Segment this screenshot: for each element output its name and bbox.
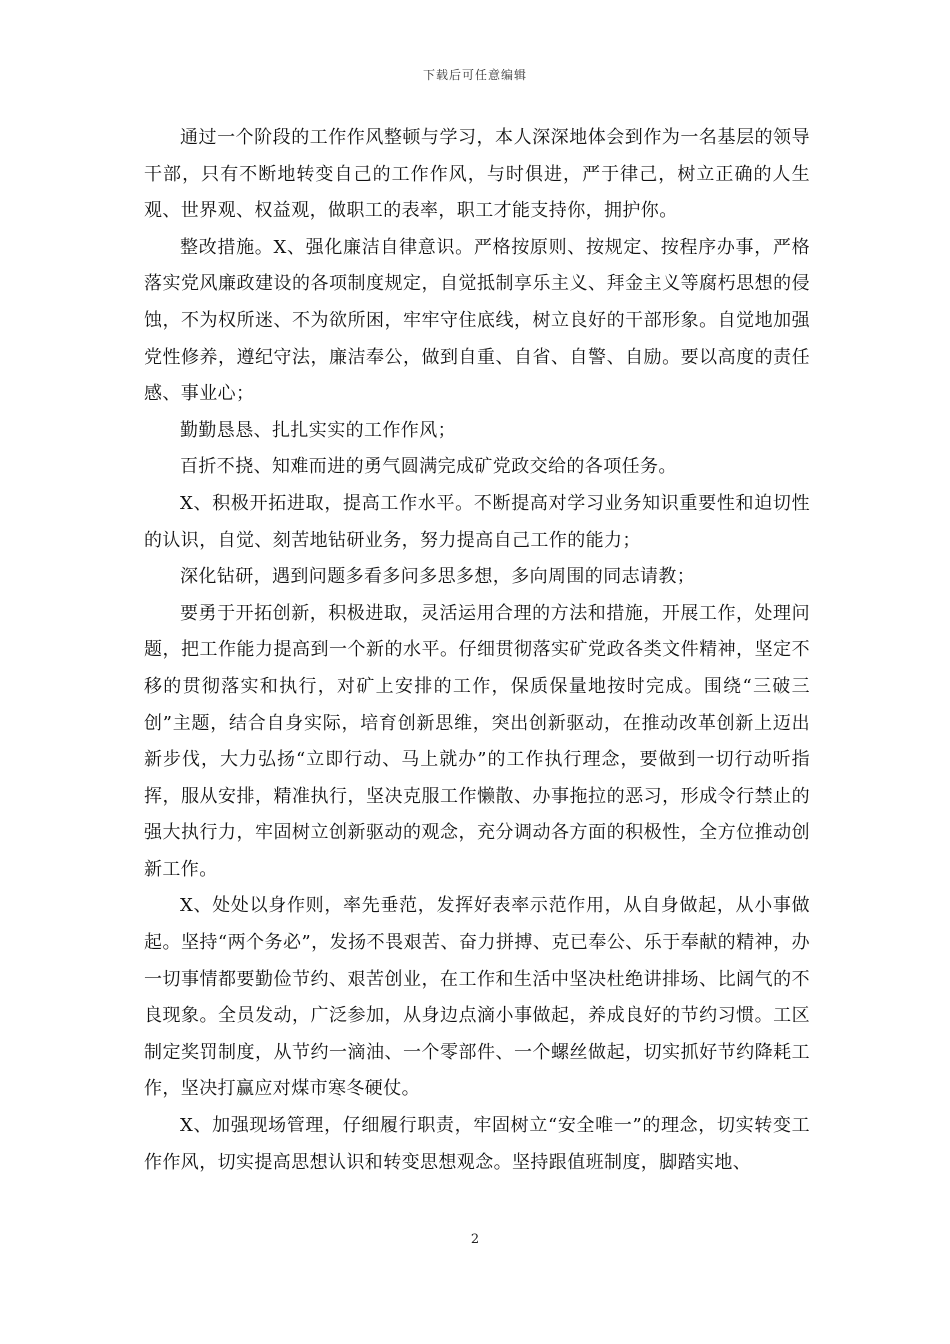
page-header: 下载后可任意编辑 — [422, 68, 527, 82]
paragraph-9: X、加强现场管理，仔细履行职责，牢固树立“安全唯一”的理念，切实转变工作作风，切实提高思想认识和转变思想观念。坚持跟值班制度，脚踏实地、 — [144, 1115, 810, 1173]
paragraph-3: 勤勤恳恳、扎扎实实的工作作风； — [180, 419, 456, 441]
paragraph-7: 要勇于开拓创新，积极进取，灵活运用合理的方法和措施，开展工作，处理问题，把工作能力提高到一个新的水平。仔细贯彻落实矿党政各类文件精神，坚定不移的贯彻落实和执行，对矿上安排的工作，保质保量地按时完成。围绕“三破三创”主题，结合自身实际，培育创新思维，突出创新驱动，在推动改革创新上迈出新步伐，大力弘扬“立即行动、马上就办”的工作执行理念，要做到一切行动听指挥，服从安排，精准执行，坚决克服工作懒散、办事拖拉的恶习，形成令行禁止的强大执行力，牢固树立创新驱动的观念，充分调动各方面的积极性，全方位推动创新工作。 — [144, 602, 810, 880]
paragraph-2: 整改措施。X、强化廉洁自律意识。严格按原则、按规定、按程序办事，严格落实党风廉政建设的各项制度规定，自觉抵制享乐主义、拜金主义等腐朽思想的侵蚀，不为权所迷、不为欲所困，牢牢守住底线，树立良好的干部形象。自觉地加强党性修养，遵纪守法，廉洁奉公，做到自重、自省、自警、自励。要以高度的责任感、事业心； — [144, 236, 810, 405]
paragraph-5: X、积极开拓进取，提高工作水平。不断提高对学习业务知识重要性和迫切性的认识，自觉、刻苦地钻研业务，努力提高自己工作的能力； — [144, 492, 810, 551]
paragraph-8: X、处处以身作则，率先垂范，发挥好表率示范作用，从自身做起，从小事做起。坚持“两个务必”，发扬不畏艰苦、奋力拼搏、克已奉公、乐于奉献的精神，办一切事情都要勤俭节约、艰苦创业，在工作和生活中坚决杜绝讲排场、比阔气的不良现象。全员发动，广泛参加，从身边点滴小事做起，养成良好的节约习惯。工区制定奖罚制度，从节约一滴油、一个零部件、一个螺丝做起，切实抓好节约降耗工作，坚决打赢应对煤市寒冬硬仗。 — [144, 895, 810, 1100]
page-number: 2 — [470, 1232, 480, 1247]
paragraph-6: 深化钻研，遇到问题多看多问多思多想，多向周围的同志请教； — [180, 566, 696, 588]
document-body — [144, 120, 810, 1181]
paragraph-4: 百折不挠、知难而进的勇气圆满完成矿党政交给的各项任务。 — [180, 456, 677, 478]
paragraph-1: 通过一个阶段的工作作风整顿与学习，本人深深地体会到作为一名基层的领导干部，只有不断地转变自己的工作作风，与时俱进，严于律己，树立正确的人生观、世界观、权益观，做职工的表率，职工才能支持你，拥护你。 — [144, 127, 810, 222]
